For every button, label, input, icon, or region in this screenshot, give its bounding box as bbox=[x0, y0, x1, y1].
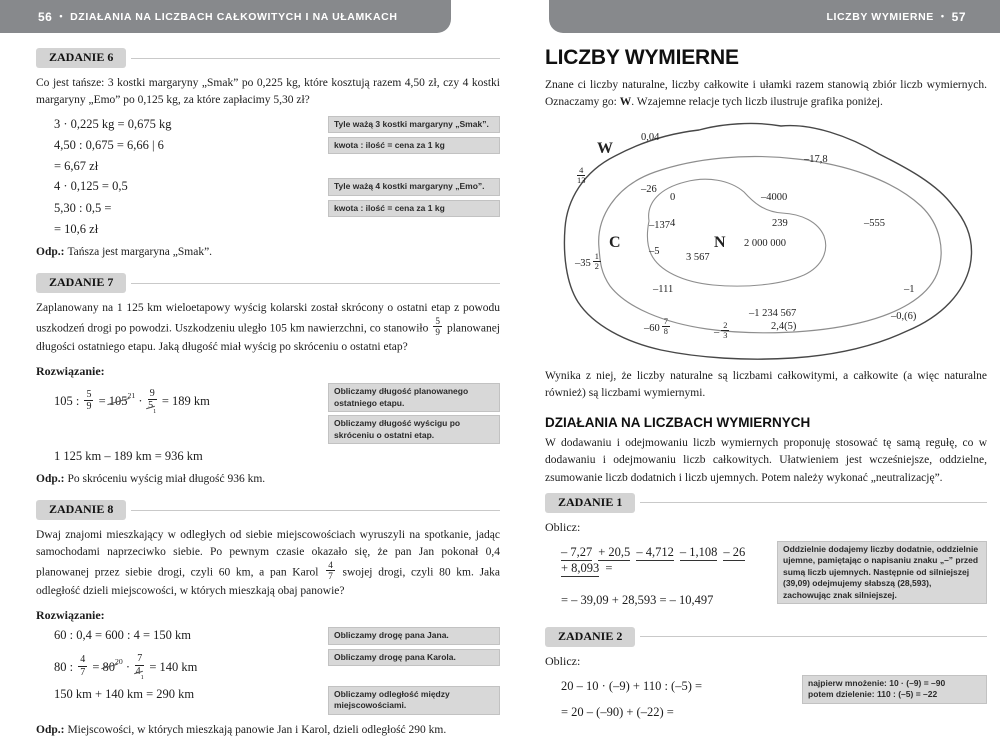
diagram-number: –1 bbox=[904, 283, 915, 295]
diagram-number: 3 567 bbox=[686, 251, 710, 263]
task6-header bbox=[36, 48, 500, 68]
page-number-left: 56 bbox=[38, 9, 53, 24]
task2-expression-line: 20 – 10 · (–9) + 110 : (–5) = bbox=[561, 678, 703, 693]
task7-header bbox=[36, 273, 500, 293]
task8-problem: Dwaj znajomi mieszkający w odległych od siebie miejscowościach wyruszyli na spotkanie, jadąc samochodami naprzeciwko siebie. Po pewnym czasie okazało się, że pan Jan pokonał 0,4 planowanej przez siebie drogi, czyli 60 km, a pan Karol $\frac{4}{7}$ swojej drogi, czyli 80 km. Jaka odległość dzieli miejscowości, w których mieszkają obaj panowie? bbox=[36, 529, 501, 597]
diagram-number: –555 bbox=[864, 217, 885, 229]
margin-note: Obliczamy długość wyścigu po skróceniu o ostatni etap. bbox=[328, 415, 500, 444]
fraction: $\frac{4}{7}$ bbox=[328, 559, 333, 582]
task2-header bbox=[545, 627, 987, 647]
task2-badge: ZADANIE 2 bbox=[545, 627, 635, 647]
header-right-page bbox=[549, 0, 1000, 33]
expression-term: – 26 bbox=[723, 544, 746, 559]
task2-expression-line: = 20 – (–90) + (–22) = bbox=[561, 704, 674, 719]
diagram-number: 2,4(5) bbox=[771, 320, 797, 332]
diagram-number: –111 bbox=[653, 283, 674, 295]
task8-answer bbox=[36, 724, 500, 736]
answer-label: Odp.: bbox=[36, 723, 65, 736]
fraction: $\frac{9}{5_1}$ bbox=[148, 387, 157, 416]
page-number-right: 57 bbox=[951, 9, 966, 24]
diagram-number: –5 bbox=[649, 245, 660, 257]
diagram-number bbox=[575, 165, 587, 188]
margin-note: Obliczamy długość planowanego ostatniego etapu. bbox=[328, 383, 500, 412]
task6-badge: ZADANIE 6 bbox=[36, 48, 126, 68]
intro-paragraph: Znane ci liczby naturalne, liczby całkowite i ułamki razem stanowią zbiór liczb wymiernych. Oznaczamy go: W. Wzajemne relacje tych liczb ilustruje grafika poniżej. bbox=[545, 79, 987, 109]
fraction: $\frac{2}{3}$ bbox=[723, 320, 728, 341]
divider-line bbox=[131, 510, 500, 511]
diagram-number: –1 234 567 bbox=[749, 307, 797, 319]
task1-lead: Oblicz: bbox=[545, 519, 581, 534]
left-page bbox=[36, 42, 500, 748]
section-title: LICZBY WYMIERNE bbox=[545, 46, 739, 69]
header-left-page bbox=[0, 0, 451, 33]
diagram-number: 239 bbox=[772, 217, 788, 229]
calc-expression: 4,50 : 0,675 = 6,66 | 6 bbox=[54, 137, 164, 152]
answer-label: Odp.: bbox=[36, 246, 65, 259]
diagram-number: –35 $\frac{1}{2}$ bbox=[575, 251, 599, 272]
diagram-number: 4 bbox=[670, 217, 676, 229]
expression-term: + 20,5 bbox=[598, 544, 631, 559]
calc-expression: 5,30 : 0,5 = bbox=[54, 200, 112, 215]
note-line: najpierw mnożenie: 10 · (–9) = –90 bbox=[808, 677, 946, 688]
bullet-separator: • bbox=[59, 10, 64, 21]
task8-solution-label: Rozwiązanie: bbox=[36, 608, 105, 623]
calc-expression: 1 125 km – 189 km = 936 km bbox=[54, 449, 203, 464]
subsection-body: W dodawaniu i odejmowaniu liczb wymiernych proponuję stosować tę samą regułę, co w dodawaniu i odejmowaniu liczb całkowitych. Ułatwieniem jest wcześniejsze, oddzielne, zsumowanie liczb dodatnich i liczb ujemnych. Potem należy wykonać „neutralizację”. bbox=[545, 437, 987, 484]
answer-text: Po skróceniu wyścig miał długość 936 km. bbox=[67, 473, 266, 486]
task7-solution-label: Rozwiązanie: bbox=[36, 364, 105, 379]
task8-calc-row-2 bbox=[36, 649, 500, 682]
task6-calc-row-1 bbox=[36, 116, 500, 133]
task8-header bbox=[36, 500, 500, 520]
expression-term: – 7,27 bbox=[561, 544, 593, 559]
diagram-number: –60 $\frac{7}{8}$ bbox=[644, 316, 668, 337]
fraction: $\frac{7}{8}$ bbox=[663, 316, 668, 337]
set-label-n: N bbox=[714, 233, 726, 251]
margin-note: Obliczamy odległość między miejscowościami. bbox=[328, 686, 500, 715]
task6-calc-row-3 bbox=[36, 158, 500, 174]
margin-note: Obliczamy drogę pana Jana. bbox=[328, 627, 500, 644]
fraction: $\frac{4}{13}$ bbox=[577, 165, 586, 186]
diagram-number: 0 bbox=[670, 191, 676, 203]
diagram-number: –17,8 bbox=[804, 153, 828, 165]
margin-note: Oddzielnie dodajemy liczby dodatnie, oddzielnie ujemne, pamiętając o napisaniu znaku „–” przed sumą liczb ujemnych. Następnie od silniejszej (39,09) odejmujemy słabszą (28,593), zachowując znak silniejszej. bbox=[777, 541, 987, 604]
fraction: $\frac{5}{9}$ bbox=[86, 388, 92, 413]
task7-calc-row-1 bbox=[36, 383, 500, 444]
divider-line bbox=[131, 58, 500, 59]
calc-expression: 80 : $\frac{4}{7}$ = $80^{20}$ · $\frac{7}{4_1}$ = 140 km bbox=[54, 653, 198, 681]
note-line: potem dzielenie: 110 : (–5) = –22 bbox=[808, 689, 938, 700]
task1-expression bbox=[561, 545, 765, 577]
bullet-separator: • bbox=[940, 10, 945, 21]
fraction: $\frac{7}{4_1}$ bbox=[135, 653, 144, 681]
task6-problem: Co jest tańsze: 3 kostki margaryny „Smak” po 0,225 kg, które kosztują razem 4,50 zł, czy 4 kostki margaryny „Emo” po 0,125 kg, za które zapłacimy 5,30 zł? bbox=[36, 77, 500, 107]
expression-term: – 4,712 bbox=[636, 544, 674, 559]
chapter-title-left: DZIAŁANIA NA LICZBACH CAŁKOWITYCH I NA UŁAMKACH bbox=[70, 10, 398, 23]
answer-text: Miejscowości, w których mieszkają panowie Jan i Karol, dzieli odległość 290 km. bbox=[67, 723, 447, 736]
expression-term: + 8,093 bbox=[561, 560, 600, 575]
task2-lead: Oblicz: bbox=[545, 653, 581, 668]
task6-calc-row-4 bbox=[36, 178, 500, 195]
answer-text: Tańsza jest margaryna „Smak”. bbox=[67, 246, 213, 259]
calc-expression: 4 · 0,125 = 0,5 bbox=[54, 179, 128, 194]
fraction: $\frac{4}{7}$ bbox=[80, 654, 86, 678]
diagram-number: –0,(6) bbox=[891, 310, 917, 322]
task1-work bbox=[545, 541, 765, 612]
task1-body bbox=[545, 541, 987, 612]
task7-answer bbox=[36, 473, 500, 485]
margin-note: Tyle ważą 3 kostki margaryny „Smak”. bbox=[328, 116, 500, 133]
task2-body bbox=[545, 675, 987, 731]
diagram-number: 0,04 bbox=[641, 131, 660, 143]
task6-answer bbox=[36, 246, 500, 258]
task1-result: = – 39,09 + 28,593 = – 10,497 bbox=[561, 592, 714, 607]
task6-calc-row-5 bbox=[36, 200, 500, 217]
margin-note: Tyle ważą 4 kostki margaryny „Emo”. bbox=[328, 178, 500, 195]
fraction: $\frac{5}{9}$ bbox=[435, 315, 440, 338]
diagram-number: – $\frac{2}{3}$ bbox=[714, 320, 728, 341]
calc-expression: 3 · 0,225 kg = 0,675 kg bbox=[54, 116, 172, 131]
fraction: $\frac{1}{2}$ bbox=[594, 251, 599, 272]
conclusion-paragraph: Wynika z niej, że liczby naturalne są liczbami całkowitymi, a całkowite (a więc naturalne również) są liczbami wymiernymi. bbox=[545, 369, 987, 399]
number-sets-diagram bbox=[549, 118, 981, 364]
task8-badge: ZADANIE 8 bbox=[36, 500, 126, 520]
task7-calc-row-2 bbox=[36, 448, 500, 464]
set-label-w: W bbox=[597, 139, 613, 157]
task8-calc-row-3 bbox=[36, 686, 500, 715]
margin-note-stack bbox=[328, 383, 500, 444]
task6-calc-row-6 bbox=[36, 221, 500, 237]
divider-line bbox=[131, 283, 500, 284]
task1-header bbox=[545, 493, 987, 513]
diagram-number: 2 000 000 bbox=[744, 237, 786, 249]
diagram-number: –137 bbox=[649, 219, 670, 231]
task7-badge: ZADANIE 7 bbox=[36, 273, 126, 293]
divider-line bbox=[640, 636, 987, 637]
task1-badge: ZADANIE 1 bbox=[545, 493, 635, 513]
set-label-c: C bbox=[609, 233, 621, 251]
task6-calc-row-2 bbox=[36, 137, 500, 154]
calc-expression: = 6,67 zł bbox=[54, 159, 99, 174]
right-page bbox=[545, 42, 987, 731]
calc-expression: = 10,6 zł bbox=[54, 222, 99, 237]
diagram-number: –26 bbox=[641, 183, 657, 195]
answer-label: Odp.: bbox=[36, 473, 65, 486]
margin-note: Obliczamy drogę pana Karola. bbox=[328, 649, 500, 666]
subsection-heading: DZIAŁANIA NA LICZBACH WYMIERNYCH bbox=[545, 415, 811, 430]
chapter-title-right: LICZBY WYMIERNE bbox=[826, 10, 934, 23]
divider-line bbox=[640, 502, 987, 503]
margin-note: kwota : ilość = cena za 1 kg bbox=[328, 200, 500, 217]
equals-sign: = bbox=[605, 560, 613, 575]
diagram-number: –4000 bbox=[761, 191, 788, 203]
task2-work bbox=[545, 675, 790, 731]
calc-expression: 60 : 0,4 = 600 : 4 = 150 km bbox=[54, 628, 192, 643]
margin-note: kwota : ilość = cena za 1 kg bbox=[328, 137, 500, 154]
task8-calc-row-1 bbox=[36, 627, 500, 644]
calc-expression: 150 km + 140 km = 290 km bbox=[54, 686, 195, 701]
expression-term: – 1,108 bbox=[679, 544, 718, 559]
margin-note bbox=[802, 675, 987, 704]
task7-problem: Zaplanowany na 1 125 km wieloetapowy wyścig kolarski został skrócony o ostatni etap z powodu uszkodzeń drogi po powodzi. Uszkodzeniu uległo 105 km nawierzchni, co stanowiło $\frac{5}{9}$ planowanej długości ostatniego etapu. Jaką długość miał wyścig po skróceniu o ostatni etap? bbox=[36, 302, 500, 353]
calc-expression: 105 : $\frac{5}{9}$ = $105^{21}$ · $\frac{9}{5_1}$ = 189 km bbox=[54, 387, 210, 416]
